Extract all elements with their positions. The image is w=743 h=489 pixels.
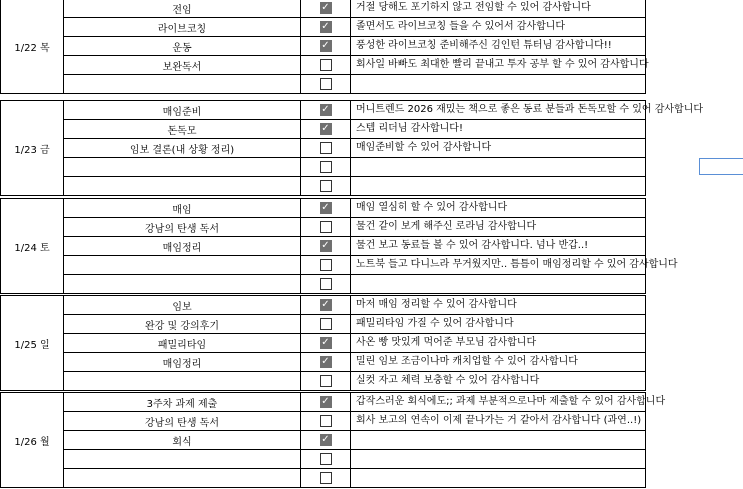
task-cell[interactable]: 3주차 과제 제출 bbox=[63, 392, 300, 411]
table-row bbox=[0, 371, 743, 390]
task-cell[interactable]: 라이브코칭 bbox=[63, 17, 300, 36]
checkbox-cell bbox=[300, 36, 350, 55]
day-group bbox=[0, 295, 743, 392]
gratitude-note-cell[interactable]: 졸면서도 라이브코칭 들을 수 있어서 감사합니다 bbox=[350, 17, 646, 36]
gratitude-note-cell[interactable]: 사온 빵 맛있게 먹어준 부모님 감사합니다 bbox=[350, 333, 646, 352]
unchecked-checkbox[interactable] bbox=[320, 278, 332, 290]
checkbox-cell bbox=[300, 198, 350, 217]
task-cell[interactable] bbox=[63, 255, 300, 274]
task-cell[interactable] bbox=[63, 371, 300, 390]
task-cell[interactable]: 운동 bbox=[63, 36, 300, 55]
checked-checkbox[interactable] bbox=[320, 2, 332, 14]
gratitude-note-cell[interactable]: 물건 같이 보게 해주신 로라님 감사합니다 bbox=[350, 217, 646, 236]
gratitude-note-cell[interactable]: 회사일 바빠도 최대한 빨리 끝내고 투자 공부 할 수 있어 감사합니다 bbox=[350, 55, 646, 74]
task-cell[interactable]: 매임정리 bbox=[63, 236, 300, 255]
date-cell[interactable]: 1/26 월 bbox=[0, 392, 64, 488]
checkbox-cell bbox=[300, 217, 350, 236]
unchecked-checkbox[interactable] bbox=[320, 415, 332, 427]
task-cell[interactable]: 회식 bbox=[63, 430, 300, 449]
check-icon: ✓ bbox=[321, 2, 330, 13]
gratitude-note-cell[interactable] bbox=[350, 157, 646, 176]
checked-checkbox[interactable] bbox=[320, 123, 332, 135]
gratitude-note-cell[interactable] bbox=[350, 176, 646, 195]
checkbox-cell bbox=[300, 449, 350, 468]
check-icon: ✓ bbox=[321, 356, 330, 367]
unchecked-checkbox[interactable] bbox=[320, 318, 332, 330]
check-icon: ✓ bbox=[321, 202, 330, 213]
table-row bbox=[0, 236, 743, 255]
gratitude-note-cell[interactable]: 회사 보고의 연속이 이제 끝나가는 거 같아서 감사합니다 (과연..!) bbox=[350, 411, 646, 430]
checkbox-cell bbox=[300, 411, 350, 430]
check-icon: ✓ bbox=[321, 299, 330, 310]
table-row bbox=[0, 157, 743, 176]
table-row bbox=[0, 74, 743, 93]
day-group bbox=[0, 0, 743, 95]
unchecked-checkbox[interactable] bbox=[320, 142, 332, 154]
task-cell[interactable]: 강남의 탄생 독서 bbox=[63, 217, 300, 236]
checkbox-cell bbox=[300, 157, 350, 176]
table-row bbox=[0, 36, 743, 55]
group-bottom-border bbox=[63, 93, 646, 94]
task-cell[interactable] bbox=[63, 449, 300, 468]
task-cell[interactable]: 돈독모 bbox=[63, 119, 300, 138]
unchecked-checkbox[interactable] bbox=[320, 453, 332, 465]
check-icon: ✓ bbox=[321, 123, 330, 134]
checkbox-cell bbox=[300, 236, 350, 255]
table-row bbox=[0, 198, 743, 217]
task-cell[interactable] bbox=[63, 157, 300, 176]
task-cell[interactable]: 매임준비 bbox=[63, 100, 300, 119]
table-row bbox=[0, 55, 743, 74]
unchecked-checkbox[interactable] bbox=[320, 59, 332, 71]
gratitude-note-cell[interactable]: 노트북 들고 다니느라 무거웠지만.. 틈틈이 매임정리할 수 있어 감사합니다 bbox=[350, 255, 646, 274]
table-row bbox=[0, 352, 743, 371]
task-cell[interactable]: 임보 bbox=[63, 295, 300, 314]
gratitude-note-cell[interactable] bbox=[350, 430, 646, 449]
day-group bbox=[0, 198, 743, 295]
gratitude-note-cell[interactable] bbox=[350, 468, 646, 487]
check-icon: ✓ bbox=[321, 104, 330, 115]
task-cell[interactable]: 매임정리 bbox=[63, 352, 300, 371]
task-cell[interactable] bbox=[63, 176, 300, 195]
table-row bbox=[0, 411, 743, 430]
checked-checkbox[interactable] bbox=[320, 434, 332, 446]
checkbox-cell bbox=[300, 176, 350, 195]
checkbox-cell bbox=[300, 371, 350, 390]
group-bottom-border bbox=[63, 293, 646, 294]
table-row bbox=[0, 0, 743, 17]
gratitude-note-cell[interactable] bbox=[350, 74, 646, 93]
checkbox-cell bbox=[300, 74, 350, 93]
check-icon: ✓ bbox=[321, 337, 330, 348]
table-row bbox=[0, 295, 743, 314]
checked-checkbox[interactable] bbox=[320, 202, 332, 214]
gratitude-note-cell[interactable]: 스텝 리더님 감사합니다! bbox=[350, 119, 646, 138]
table-row bbox=[0, 17, 743, 36]
unchecked-checkbox[interactable] bbox=[320, 78, 332, 90]
table-row bbox=[0, 430, 743, 449]
task-cell[interactable] bbox=[63, 468, 300, 487]
gratitude-note-cell[interactable]: 패밀리타임 가질 수 있어 감사합니다 bbox=[350, 314, 646, 333]
task-cell[interactable]: 보완독서 bbox=[63, 55, 300, 74]
checkbox-cell bbox=[300, 392, 350, 411]
table-row bbox=[0, 176, 743, 195]
day-group bbox=[0, 100, 743, 197]
checked-checkbox[interactable] bbox=[320, 240, 332, 252]
table-row bbox=[0, 119, 743, 138]
task-cell[interactable]: 패밀리타임 bbox=[63, 333, 300, 352]
checkbox-cell bbox=[300, 295, 350, 314]
day-group bbox=[0, 392, 743, 489]
gratitude-note-cell[interactable]: 마저 매임 정리할 수 있어 감사합니다 bbox=[350, 295, 646, 314]
checkbox-cell bbox=[300, 0, 350, 17]
check-icon: ✓ bbox=[321, 21, 330, 32]
table-row bbox=[0, 333, 743, 352]
table-row bbox=[0, 100, 743, 119]
checkbox-cell bbox=[300, 333, 350, 352]
gratitude-note-cell[interactable]: 갑작스러운 회식에도;; 과제 부분적으로나마 제출할 수 있어 감사합니다 bbox=[350, 392, 646, 411]
gratitude-note-cell[interactable] bbox=[350, 274, 646, 293]
checkbox-cell bbox=[300, 274, 350, 293]
task-cell[interactable]: 전임 bbox=[63, 0, 300, 17]
table-row bbox=[0, 468, 743, 487]
table-row bbox=[0, 449, 743, 468]
gratitude-note-cell[interactable]: 실컷 자고 체력 보충할 수 있어 감사합니다 bbox=[350, 371, 646, 390]
checked-checkbox[interactable] bbox=[320, 356, 332, 368]
date-cell[interactable]: 1/23 금 bbox=[0, 100, 64, 196]
unchecked-checkbox[interactable] bbox=[320, 161, 332, 173]
gratitude-note-cell[interactable]: 머니트렌드 2026 재밌는 책으로 좋은 동료 분들과 돈독모할 수 있어 감사합니다 bbox=[350, 100, 646, 119]
unchecked-checkbox[interactable] bbox=[320, 259, 332, 271]
checkbox-cell bbox=[300, 430, 350, 449]
table-row bbox=[0, 255, 743, 274]
check-icon: ✓ bbox=[321, 396, 330, 407]
group-bottom-border bbox=[63, 390, 646, 391]
group-bottom-border bbox=[63, 487, 646, 488]
checkbox-cell bbox=[300, 100, 350, 119]
date-cell[interactable]: 1/22 목 bbox=[0, 0, 64, 94]
checkbox-cell bbox=[300, 255, 350, 274]
checkbox-cell bbox=[300, 17, 350, 36]
gratitude-note-cell[interactable]: 밀린 임보 조금이나마 캐치업할 수 있어 감사합니다 bbox=[350, 352, 646, 371]
checked-checkbox[interactable] bbox=[320, 337, 332, 349]
table-row bbox=[0, 138, 743, 157]
gratitude-note-cell[interactable] bbox=[350, 449, 646, 468]
table-row bbox=[0, 392, 743, 411]
task-cell[interactable] bbox=[63, 274, 300, 293]
checked-checkbox[interactable] bbox=[320, 21, 332, 33]
group-bottom-border bbox=[63, 195, 646, 196]
gratitude-note-cell[interactable]: 거절 당해도 포기하지 않고 전임할 수 있어 감사합니다 bbox=[350, 0, 646, 17]
task-cell[interactable]: 완강 및 강의후기 bbox=[63, 314, 300, 333]
checkbox-cell bbox=[300, 119, 350, 138]
table-row bbox=[0, 217, 743, 236]
checkbox-cell bbox=[300, 138, 350, 157]
task-cell[interactable]: 임보 결론(내 상황 정리) bbox=[63, 138, 300, 157]
check-icon: ✓ bbox=[321, 434, 330, 445]
checkbox-cell bbox=[300, 314, 350, 333]
checkbox-cell bbox=[300, 352, 350, 371]
task-cell[interactable]: 매임 bbox=[63, 198, 300, 217]
table-row bbox=[0, 274, 743, 293]
gratitude-note-cell[interactable]: 풍성한 라이브코칭 준비해주신 김인턴 튜터님 감사합니다!! bbox=[350, 36, 646, 55]
date-cell[interactable]: 1/25 일 bbox=[0, 295, 64, 391]
gratitude-note-cell[interactable]: 매임 열심히 할 수 있어 감사합니다 bbox=[350, 198, 646, 217]
checked-checkbox[interactable] bbox=[320, 396, 332, 408]
checked-checkbox[interactable] bbox=[320, 40, 332, 52]
gratitude-note-cell[interactable]: 물건 보고 동료들 볼 수 있어 감사합니다. 넘나 반갑..! bbox=[350, 236, 646, 255]
checked-checkbox[interactable] bbox=[320, 299, 332, 311]
unchecked-checkbox[interactable] bbox=[320, 472, 332, 484]
checked-checkbox[interactable] bbox=[320, 104, 332, 116]
table-row bbox=[0, 314, 743, 333]
unchecked-checkbox[interactable] bbox=[320, 180, 332, 192]
floating-cell-editor[interactable] bbox=[699, 158, 743, 175]
check-icon: ✓ bbox=[321, 40, 330, 51]
unchecked-checkbox[interactable] bbox=[320, 375, 332, 387]
date-cell[interactable]: 1/24 토 bbox=[0, 198, 64, 294]
checkbox-cell bbox=[300, 468, 350, 487]
task-cell[interactable]: 강남의 탄생 독서 bbox=[63, 411, 300, 430]
gratitude-note-cell[interactable]: 매임준비할 수 있어 감사합니다 bbox=[350, 138, 646, 157]
checkbox-cell bbox=[300, 55, 350, 74]
unchecked-checkbox[interactable] bbox=[320, 221, 332, 233]
task-cell[interactable] bbox=[63, 74, 300, 93]
check-icon: ✓ bbox=[321, 240, 330, 251]
